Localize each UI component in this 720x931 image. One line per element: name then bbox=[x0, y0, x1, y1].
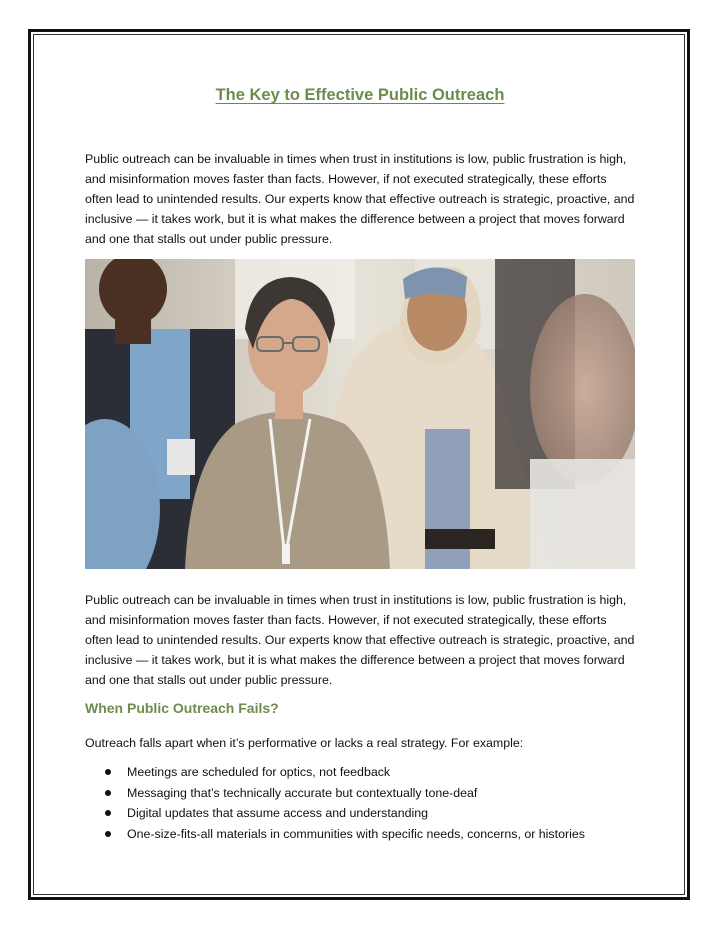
bullet-icon bbox=[105, 810, 111, 816]
intro-paragraph: Public outreach can be invaluable in times when trust in institutions is low, public frustration is high, and misinformation moves faster than facts. However, if not executed strategically, these efforts often lead to unintended results. Our experts know that effective outreach is strategic, proactive, and inclusive — it takes work, but it is what makes the difference between a project that moves forward and one that stalls out under public pressure. bbox=[85, 152, 635, 246]
section-heading: When Public Outreach Fails? bbox=[85, 700, 279, 716]
meeting-photo bbox=[85, 259, 635, 569]
bullet-list bbox=[85, 762, 645, 844]
section-intro: Outreach falls apart when it’s performative or lacks a real strategy. For example: bbox=[85, 736, 524, 750]
bullet-icon bbox=[105, 831, 111, 837]
bullet-icon bbox=[105, 790, 111, 796]
body-paragraph: Public outreach can be invaluable in times when trust in institutions is low, public frustration is high, and misinformation moves faster than facts. However, if not executed strategically, these efforts often lead to unintended results. Our experts know that effective outreach is strategic, proactive, and inclusive — it takes work, but it is what makes the difference between a project that moves forward and one that stalls out under public pressure. bbox=[85, 593, 635, 687]
list-item-text: Messaging that’s technically accurate but contextually tone-deaf bbox=[127, 785, 478, 800]
list-item-text: One-size-fits-all materials in communities with specific needs, concerns, or histories bbox=[127, 826, 585, 841]
document-title: The Key to Effective Public Outreach bbox=[215, 86, 505, 104]
list-item-text: Meetings are scheduled for optics, not feedback bbox=[127, 765, 391, 779]
list-item bbox=[85, 762, 645, 783]
list-item-text: Digital updates that assume access and understanding bbox=[127, 806, 429, 820]
list-item bbox=[85, 803, 645, 824]
list-item bbox=[85, 783, 645, 804]
list-item bbox=[85, 824, 645, 845]
bullet-icon bbox=[105, 769, 111, 775]
